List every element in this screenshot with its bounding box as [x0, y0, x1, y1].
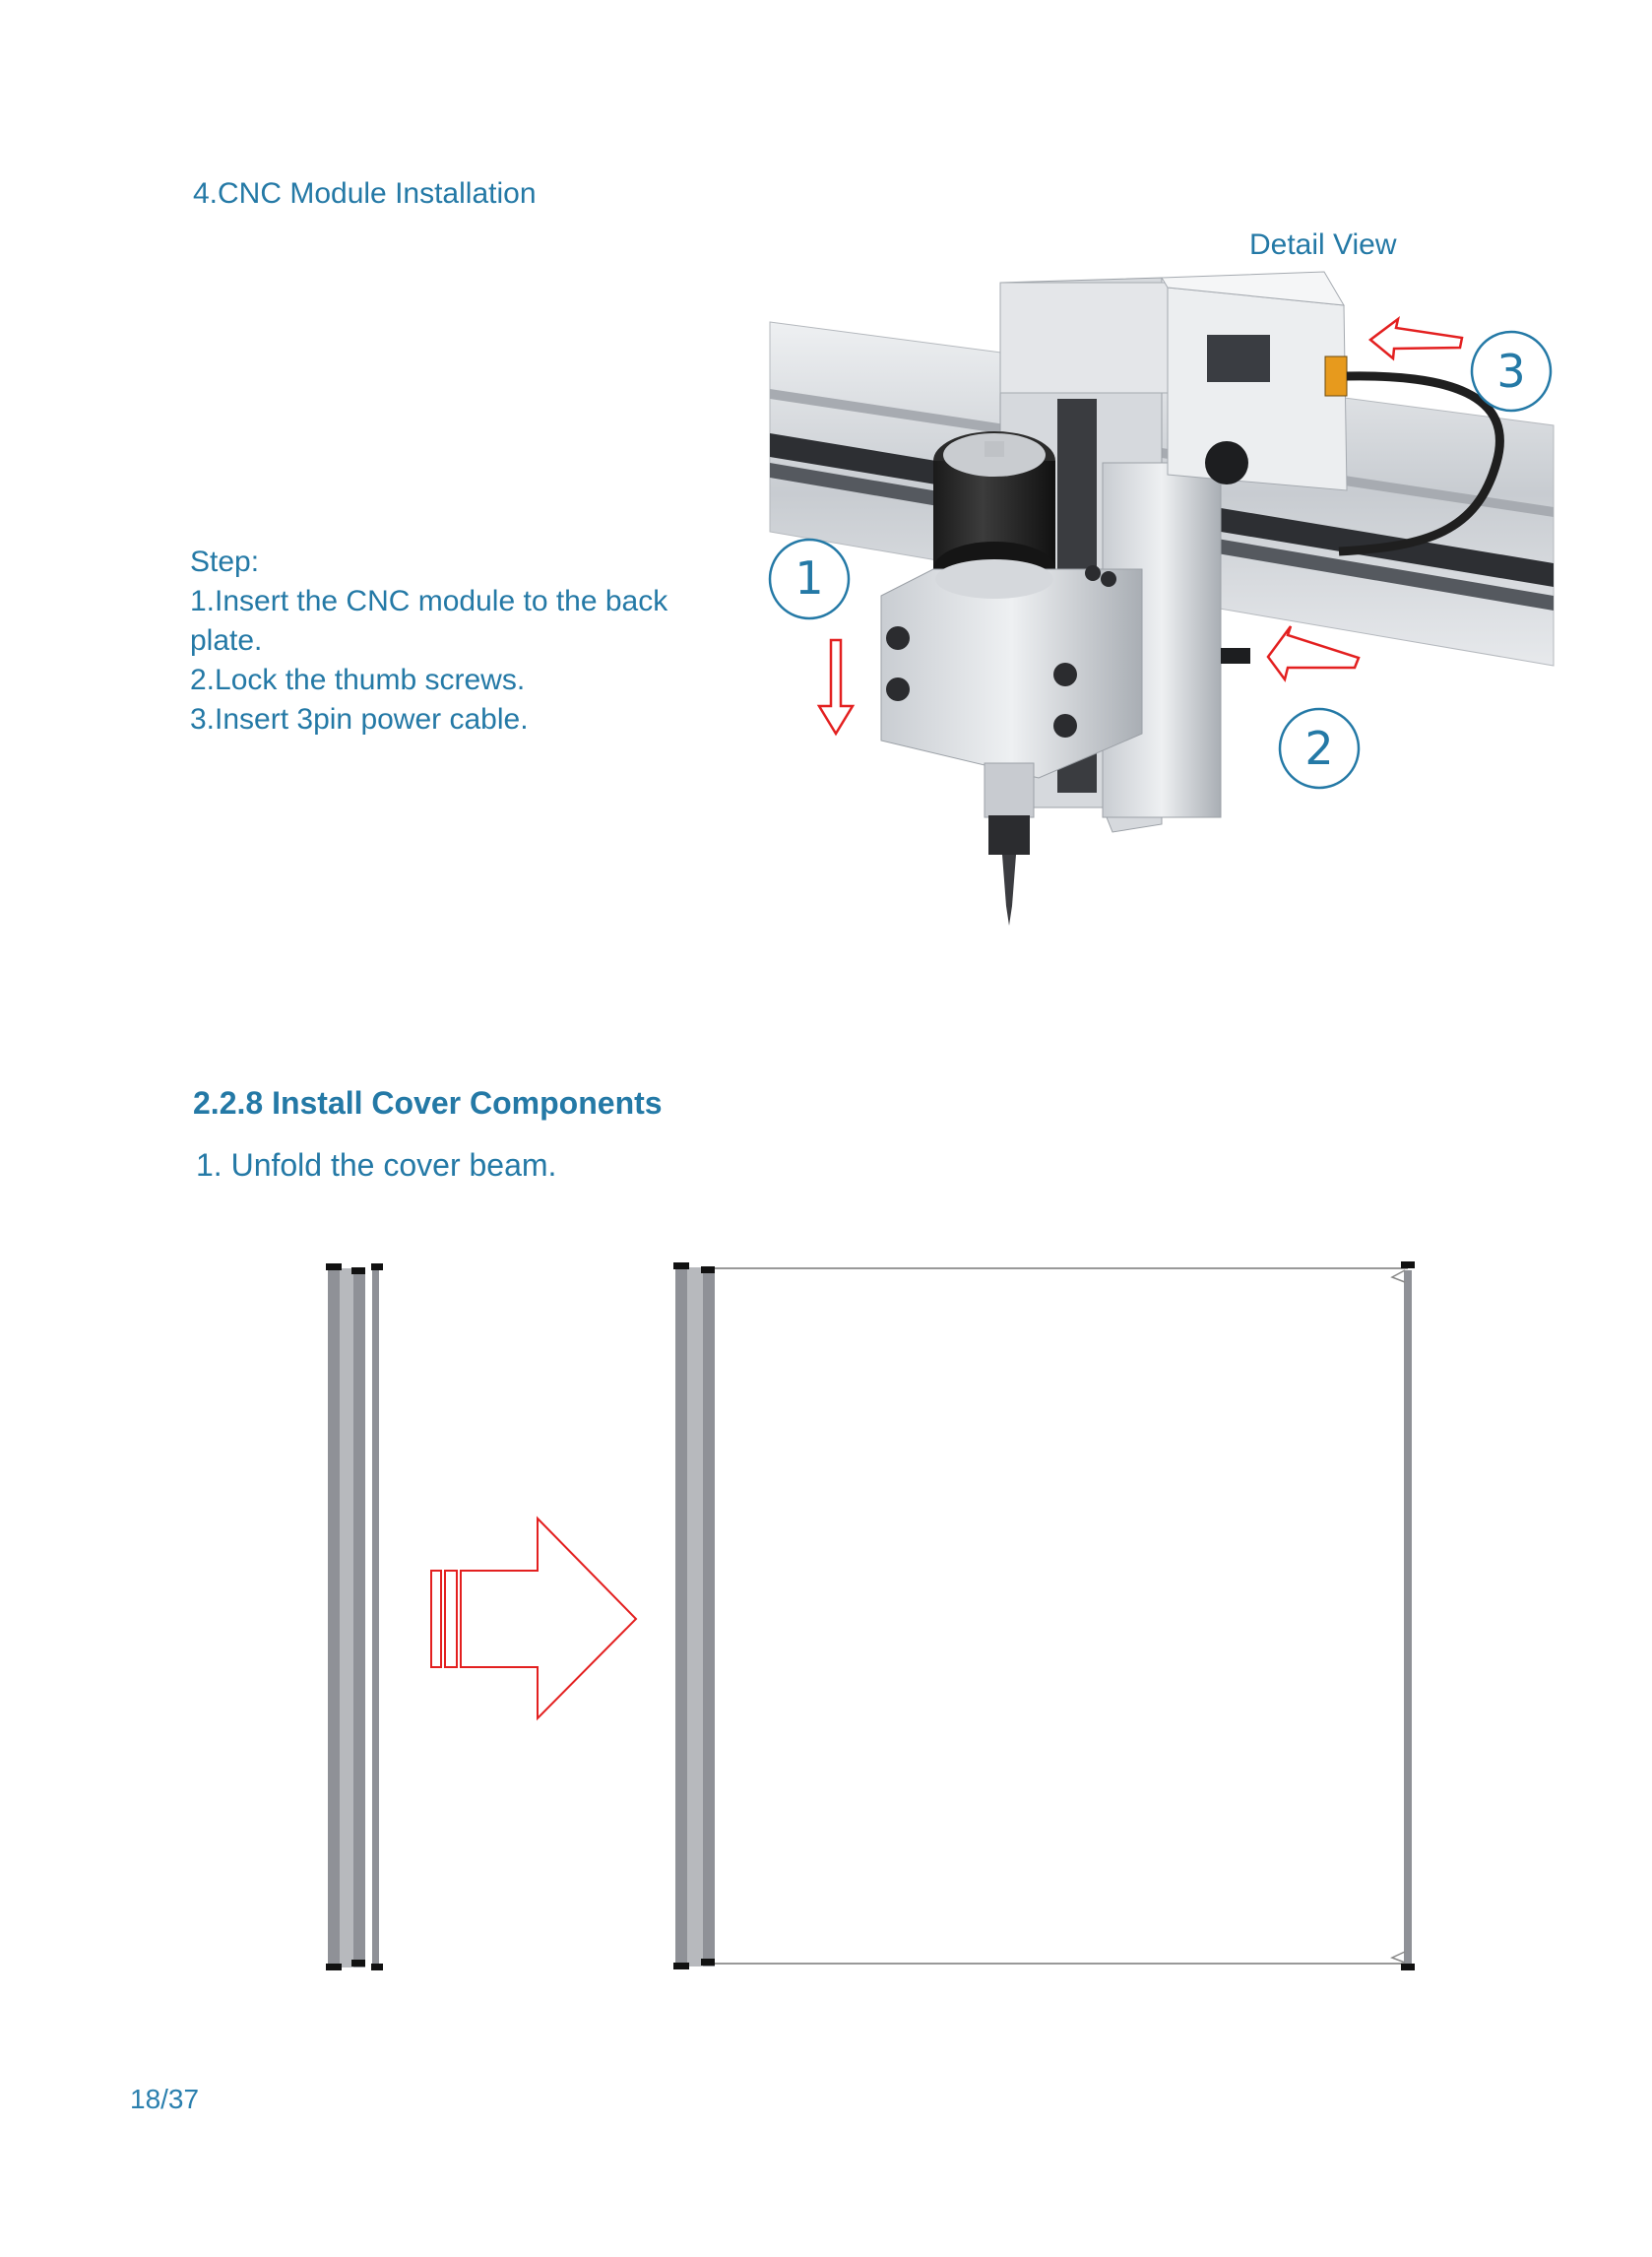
callout-2: 2 — [1304, 722, 1334, 775]
step-line-3: 2.Lock the thumb screws. — [190, 664, 526, 696]
step-line-2: plate. — [190, 624, 263, 657]
cover-step-text: 1. Unfold the cover beam. — [196, 1147, 557, 1183]
detail-view-label: Detail View — [1249, 228, 1397, 261]
unfold-arrow-icon — [431, 1518, 636, 1718]
callout-1: 1 — [794, 551, 824, 605]
callout-3: 3 — [1496, 345, 1526, 398]
spindle-block — [881, 559, 1142, 926]
unfolded-cover-beam — [673, 1261, 1415, 1970]
folded-cover-beam — [326, 1263, 383, 1970]
thumb-screw — [1221, 648, 1250, 664]
step-line-4: 3.Insert 3pin power cable. — [190, 703, 529, 736]
steps-heading: Step: — [190, 546, 260, 578]
section-title: 4.CNC Module Installation — [193, 177, 537, 210]
control-box — [1162, 272, 1347, 490]
step-line-1: 1.Insert the CNC module to the back — [190, 585, 668, 617]
page-number: 18/37 — [130, 2084, 200, 2114]
subsection-title: 2.2.8 Install Cover Components — [193, 1085, 663, 1121]
